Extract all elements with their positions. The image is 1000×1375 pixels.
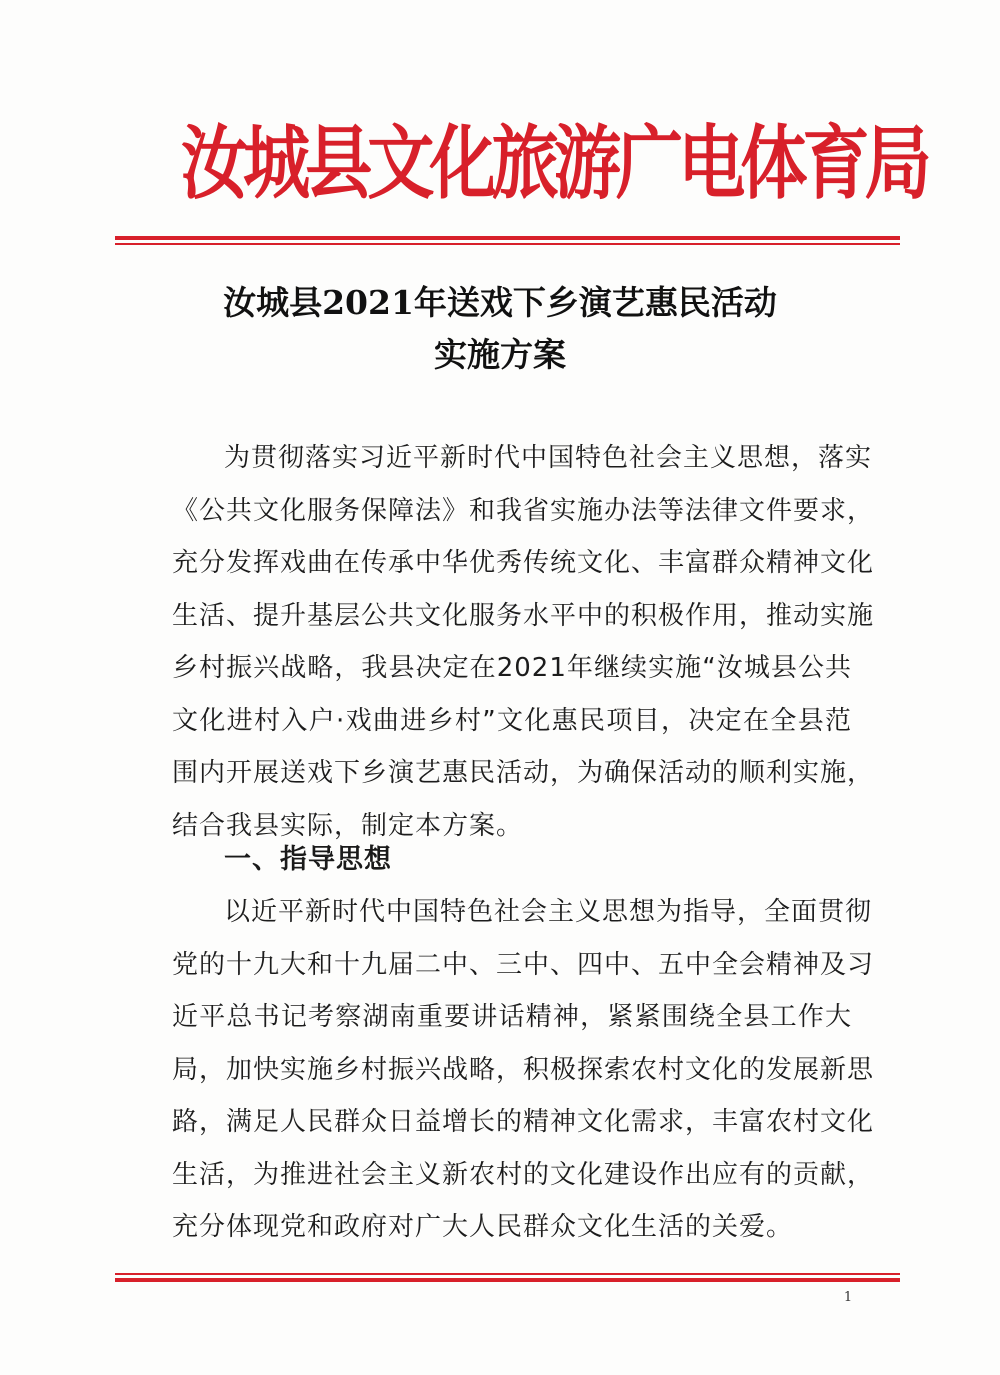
paragraph-line: 结合我县实际，制定本方案。 [172, 810, 524, 841]
paragraph-line: 近平总书记考察湖南重要讲话精神，紧紧围绕全县工作大 [172, 1002, 852, 1032]
paragraph-line: 路，满足人民群众日益增长的精神文化需求，丰富农村文化 [172, 1107, 875, 1137]
footer-rule-thick [115, 1278, 900, 1282]
page-number: 1 [843, 1290, 853, 1305]
document-title-line-2: 实施方案 [434, 335, 566, 374]
paragraph-line: 以近平新时代中国特色社会主义思想为指导，全面贯彻 [224, 897, 873, 927]
paragraph-line: 《公共文化服务保障法》和我省实施办法等法律文件要求， [172, 495, 875, 526]
paragraph-line: 文化进村入户·戏曲进乡村”文化惠民项目，决定在全县范 [172, 705, 852, 736]
section-heading-guiding-ideology: 一、指导思想 [224, 844, 392, 875]
paragraph-line: 生活、提升基层公共文化服务水平中的积极作用，推动实施 [172, 600, 875, 631]
masthead-rule-thick [115, 236, 900, 240]
footer-rule-thin [115, 1273, 900, 1275]
paragraph-line: 乡村振兴战略，我县决定在2021年继续实施“汝城县公共 [172, 653, 852, 683]
paragraph-line: 生活，为推进社会主义新农村的文化建设作出应有的贡献， [172, 1159, 875, 1190]
masthead-title: 汝城县文化旅游广电体育局 [180, 116, 927, 210]
paragraph-line: 充分发挥戏曲在传承中华优秀传统文化、丰富群众精神文化 [172, 548, 875, 578]
intro-paragraph [172, 432, 875, 852]
paragraph-line: 围内开展送戏下乡演艺惠民活动，为确保活动的顺利实施， [172, 758, 875, 788]
masthead-rule-thin [115, 243, 900, 245]
paragraph-line: 为贯彻落实习近平新时代中国特色社会主义思想，落实 [224, 443, 873, 473]
paragraph-line: 局，加快实施乡村振兴战略，积极探索农村文化的发展新思 [172, 1054, 875, 1085]
guiding-ideology-paragraph [172, 886, 875, 1254]
document-title-line-1: 汝城县2021年送戏下乡演艺惠民活动 [223, 283, 777, 322]
paragraph-line: 党的十九大和十九届二中、三中、四中、五中全会精神及习 [172, 949, 875, 980]
paragraph-line: 充分体现党和政府对广大人民群众文化生活的关爱。 [172, 1212, 794, 1242]
